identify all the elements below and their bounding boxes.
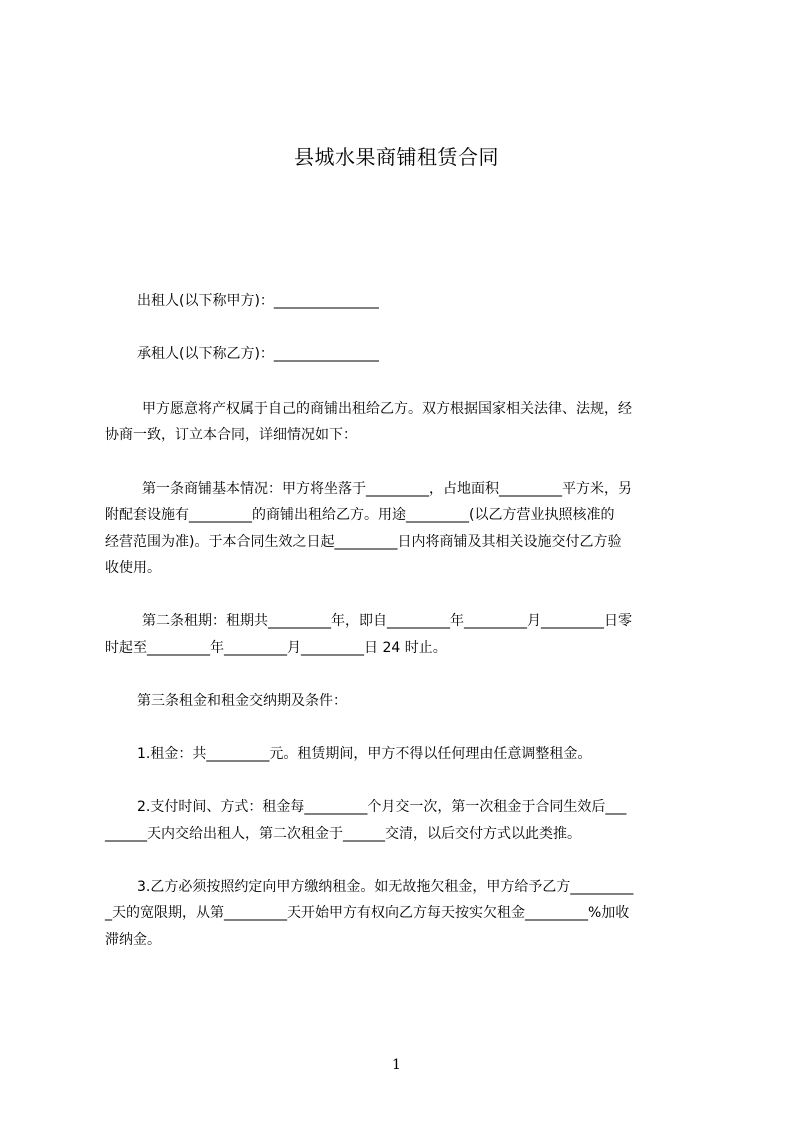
article1-line-4: 收使用。 (105, 560, 161, 576)
clause3-line-2: _天的宽限期，从第_________天开始甲方有权向乙方每天按实欠租金_________%加收 (105, 905, 630, 921)
article3-heading: 第三条租金和租金交纳期及条件： (137, 693, 347, 709)
clause3-line-1: 3.乙方必须按照约定向甲方缴纳租金。如无故拖欠租金，甲方给予乙方_________ (137, 879, 634, 895)
clause1-line: 1.租金：共_________元。租赁期间，甲方不得以任何理由任意调整租金。 (137, 746, 592, 762)
article2-line-1: 第二条租期：租期共_________年，即自_________年_________月_________日零 (142, 613, 632, 629)
clause3-line-3: 滞纳金。 (105, 932, 161, 948)
clause2-line-2: ______天内交给出租人，第二次租金于______交清，以后交付方式以此类推。 (105, 826, 581, 842)
clause2-line-1: 2.支付时间、方式：租金每_________个月交一次，第一次租金于合同生效后___ (137, 799, 627, 815)
intro-line-2: 协商一致，订立本合同，详细情况如下： (105, 427, 357, 443)
article1-line-3: 经营范围为准)。于本合同生效之日起_________日内将商铺及其相关设施交付乙方验 (105, 534, 622, 550)
document-title: 县城水果商铺租赁合同 (294, 145, 499, 169)
page-number: 1 (392, 1057, 401, 1073)
intro-line-1: 甲方愿意将产权属于自己的商铺出租给乙方。双方根据国家相关法律、法规，经 (142, 401, 632, 417)
article1-line-1: 第一条商铺基本情况：甲方将坐落于_________，占地面积_________平方米，另 (142, 481, 632, 497)
lessee-line: 承租人(以下称乙方)：_______________ (137, 346, 379, 362)
lessor-line: 出租人(以下称甲方)：_______________ (137, 293, 379, 309)
article2-line-2: 时起至_________年_________月_________日 24 时止。 (105, 640, 447, 656)
article1-line-2: 附配套设施有_________的商铺出租给乙方。用途_________(以乙方营业执照核准的 (105, 507, 615, 523)
